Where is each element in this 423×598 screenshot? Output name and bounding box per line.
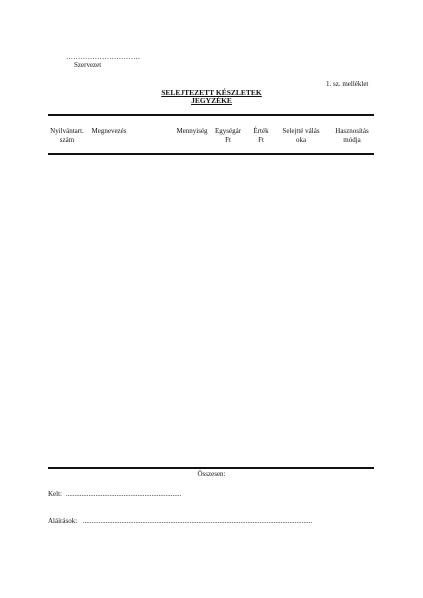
column-header-line1: Megnevezés bbox=[91, 127, 127, 135]
table-top-rule bbox=[48, 114, 374, 116]
column-header-line1: Selejtté válás bbox=[282, 127, 320, 135]
column-header-line1: Egységár bbox=[214, 127, 242, 135]
column-header-reason bbox=[276, 127, 326, 145]
column-header-utilization bbox=[328, 127, 376, 145]
signatures-field bbox=[48, 517, 312, 525]
column-header-registry-number bbox=[47, 127, 87, 145]
column-header-value bbox=[246, 127, 276, 145]
column-header-line2: Ft bbox=[258, 136, 264, 144]
date-field bbox=[48, 490, 181, 498]
column-header-line1: Hasznosítás bbox=[335, 127, 369, 135]
column-header-name bbox=[85, 127, 133, 136]
column-header-quantity bbox=[172, 127, 212, 136]
date-blank: .................................................................. bbox=[65, 490, 182, 498]
organization-blank: …………………………. bbox=[66, 53, 140, 61]
column-header-line1: Mennyiség bbox=[176, 127, 208, 135]
table-header-rule bbox=[48, 153, 374, 155]
column-header-line2: szám bbox=[59, 136, 75, 144]
table-bottom-rule bbox=[48, 467, 374, 469]
document-title-line1: SELEJTEZETT KÉSZLETEK bbox=[161, 88, 262, 97]
signatures-label: Aláírások: bbox=[48, 517, 78, 525]
date-label: Kelt: bbox=[48, 490, 62, 498]
organization-label: Szervezet bbox=[74, 61, 102, 69]
annex-label: 1. sz. melléklet bbox=[326, 80, 369, 88]
column-header-unit-price bbox=[210, 127, 246, 145]
column-header-line1: Érték bbox=[253, 127, 269, 135]
signatures-blank: ................................................................................................................................... bbox=[82, 517, 313, 525]
document-title-line2: JEGYZÉKE bbox=[191, 96, 232, 105]
column-header-line1: Nyilvántart. bbox=[50, 127, 84, 135]
total-label: Összesen: bbox=[197, 470, 226, 478]
column-header-line2: oka bbox=[295, 136, 307, 144]
column-header-line2: módja bbox=[343, 136, 361, 144]
column-header-line2: Ft bbox=[225, 136, 231, 144]
